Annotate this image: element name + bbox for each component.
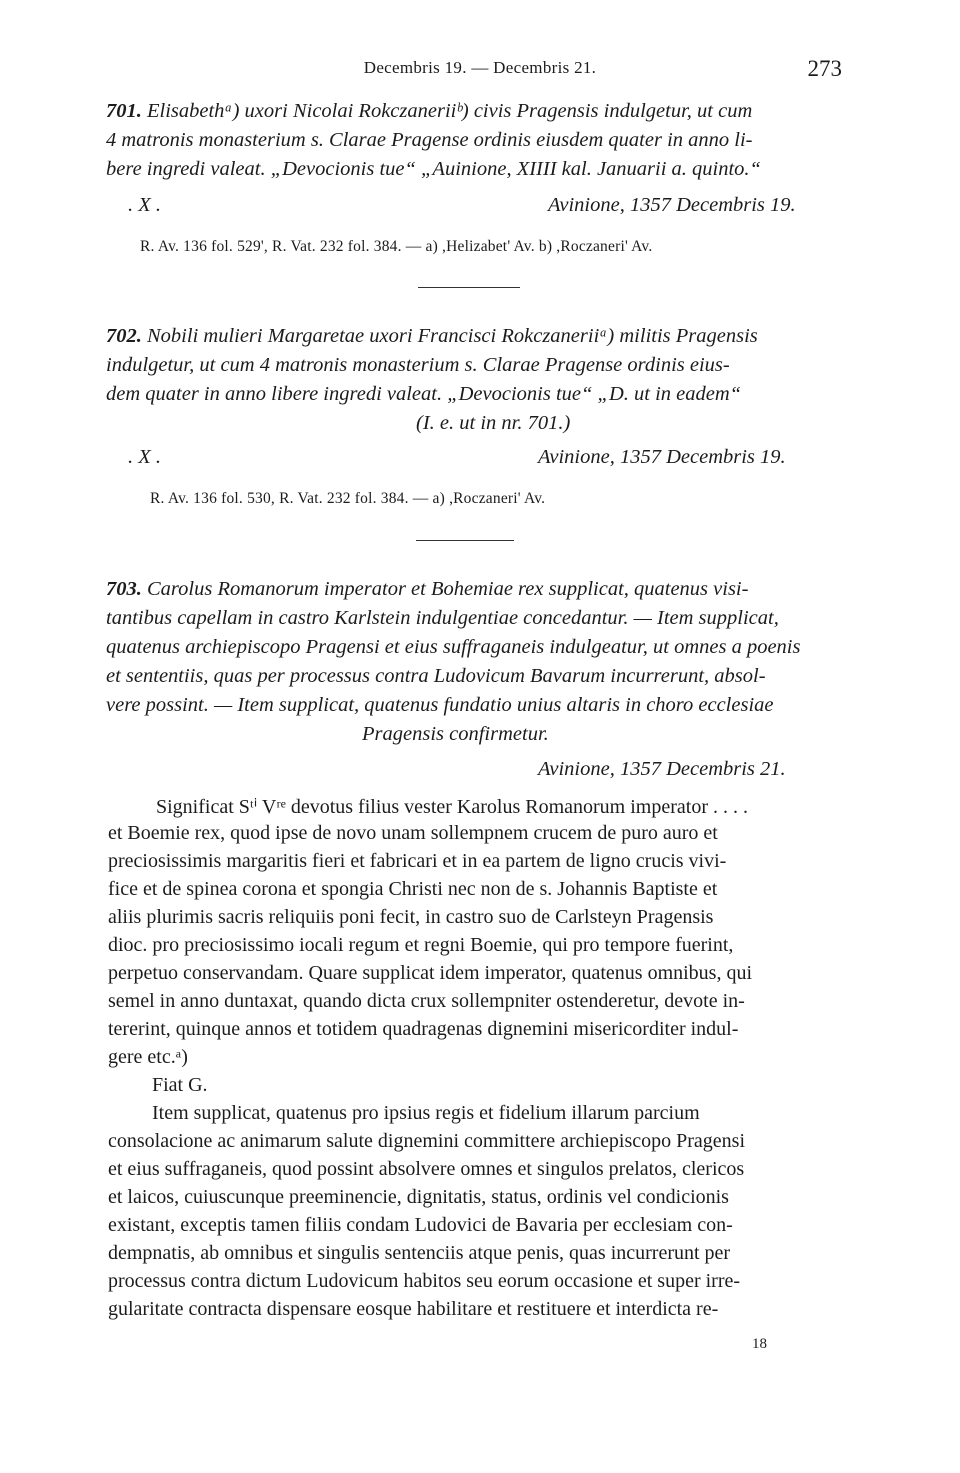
body-line: preciosissimis margaritis fieri et fabricari et in ea partem de ligno crucis vivi- — [108, 850, 727, 872]
entry-line: 703. Carolus Romanorum imperator et Bohemiae rex supplicat, quatenus visi- — [106, 578, 749, 600]
entry-mark: . X . — [128, 194, 162, 216]
body-line: dioc. pro preciosissimo iocali regum et regni Boemie, qui pro tempore fuerint, — [108, 934, 734, 956]
body-line: tererint, quinque annos et totidem quadragenas dignemini misericorditer indul- — [108, 1018, 739, 1040]
body-line: et laicos, cuiuscunque preeminencie, dignitatis, status, ordinis vel condicionis — [108, 1186, 729, 1208]
body-line: consolacione ac animarum salute dignemini committere archiepiscopo Pragensi — [108, 1130, 746, 1152]
signature: Fiat G. — [152, 1074, 208, 1096]
entry-line: 701. Elisabethᵃ) uxori Nicolai Rokczaneriiᵇ) civis Pragensis indulgetur, ut cum — [106, 100, 753, 122]
entry-number: 702. — [106, 325, 142, 347]
body-line: perpetuo conservandam. Quare supplicat idem imperator, quatenus omnibus, qui — [108, 962, 753, 984]
entry-line: dem quater in anno libere ingredi valeat. „Devocionis tue“ „D. ut in eadem“ — [106, 383, 742, 405]
page-header — [0, 54, 960, 84]
body-line: fice et de spinea corona et spongia Christi nec non de s. Johannis Baptiste et — [108, 878, 718, 900]
place-date: Avinione, 1357 Decembris 19. — [548, 194, 796, 216]
entry-line: (I. e. ut in nr. 701.) — [416, 412, 571, 434]
body-line: aliis plurimis sacris reliquiis poni fecit, in castro suo de Carlsteyn Pragensis — [108, 906, 714, 928]
entry-line: vere possint. — Item supplicat, quatenus fundatio unius altaris in choro ecclesiae — [106, 694, 774, 716]
section-divider — [416, 540, 514, 541]
place-date: Avinione, 1357 Decembris 21. — [538, 758, 786, 780]
entry-number: 703. — [106, 578, 142, 600]
source-note: R. Av. 136 fol. 529', R. Vat. 232 fol. 384. — a) ,Helizabet' Av. b) ,Roczaneri' Av. — [140, 238, 653, 255]
signature-mark: 18 — [752, 1336, 767, 1352]
entry-number: 701. — [106, 100, 142, 122]
body-line: Item supplicat, quatenus pro ipsius regis et fidelium illarum parcium — [152, 1102, 700, 1124]
body-line: gularitate contracta dispensare eosque habilitare et restituere et interdicta re- — [108, 1298, 719, 1320]
body-line: et Boemie rex, quod ipse de novo unam sollempnem crucem de puro auro et — [108, 822, 718, 844]
entry-line: 4 matronis monasterium s. Clarae Pragense ordinis eiusdem quater in anno li- — [106, 129, 753, 151]
source-note: R. Av. 136 fol. 530, R. Vat. 232 fol. 384. — a) ,Roczaneri' Av. — [150, 490, 546, 507]
entry-line: tantibus capellam in castro Karlstein indulgentiae concedantur. — Item supplicat, — [106, 607, 779, 629]
entry-line: 702. Nobili mulieri Margaretae uxori Francisci Rokczaneriiᵃ) militis Pragensis — [106, 325, 758, 347]
body-line: gere etc.ᵃ) — [108, 1046, 188, 1068]
page-number: 273 — [807, 56, 842, 81]
entry-mark: . X . — [128, 446, 162, 468]
running-title: Decembris 19. — Decembris 21. — [363, 58, 597, 77]
body-line: semel in anno duntaxat, quando dicta crux sollempniter ostenderetur, devote in- — [108, 990, 745, 1012]
entry-line: et sententiis, quas per processus contra Ludovicum Bavarum incurrerunt, absol- — [106, 665, 766, 687]
entry-line: Pragensis confirmetur. — [362, 723, 549, 745]
entry-line: bere ingredi valeat. „Devocionis tue“ „Auinione, XIIII kal. Januarii a. quinto.“ — [106, 158, 761, 180]
body-line: Significat Sᵗⁱ Vʳᵉ devotus filius vester Karolus Romanorum imperator . . . . — [156, 796, 748, 818]
body-line: et eius suffraganeis, quod possint absolvere omnes et singulos prelatos, clericos — [108, 1158, 745, 1180]
place-date: Avinione, 1357 Decembris 19. — [538, 446, 786, 468]
body-line: processus contra dictum Ludovicum habitos seu eorum occasione et super irre- — [108, 1270, 741, 1292]
body-line: existant, exceptis tamen filiis condam Ludovici de Bavaria per ecclesiam con- — [108, 1214, 733, 1236]
entry-line: quatenus archiepiscopo Pragensi et eius suffraganeis indulgeatur, ut omnes a poenis — [106, 636, 801, 658]
entry-line: indulgetur, ut cum 4 matronis monasterium s. Clarae Pragense ordinis eius- — [106, 354, 730, 376]
section-divider — [418, 287, 520, 288]
body-line: dempnatis, ab omnibus et singulis sentenciis atque penis, quas incurrerunt per — [108, 1242, 731, 1264]
